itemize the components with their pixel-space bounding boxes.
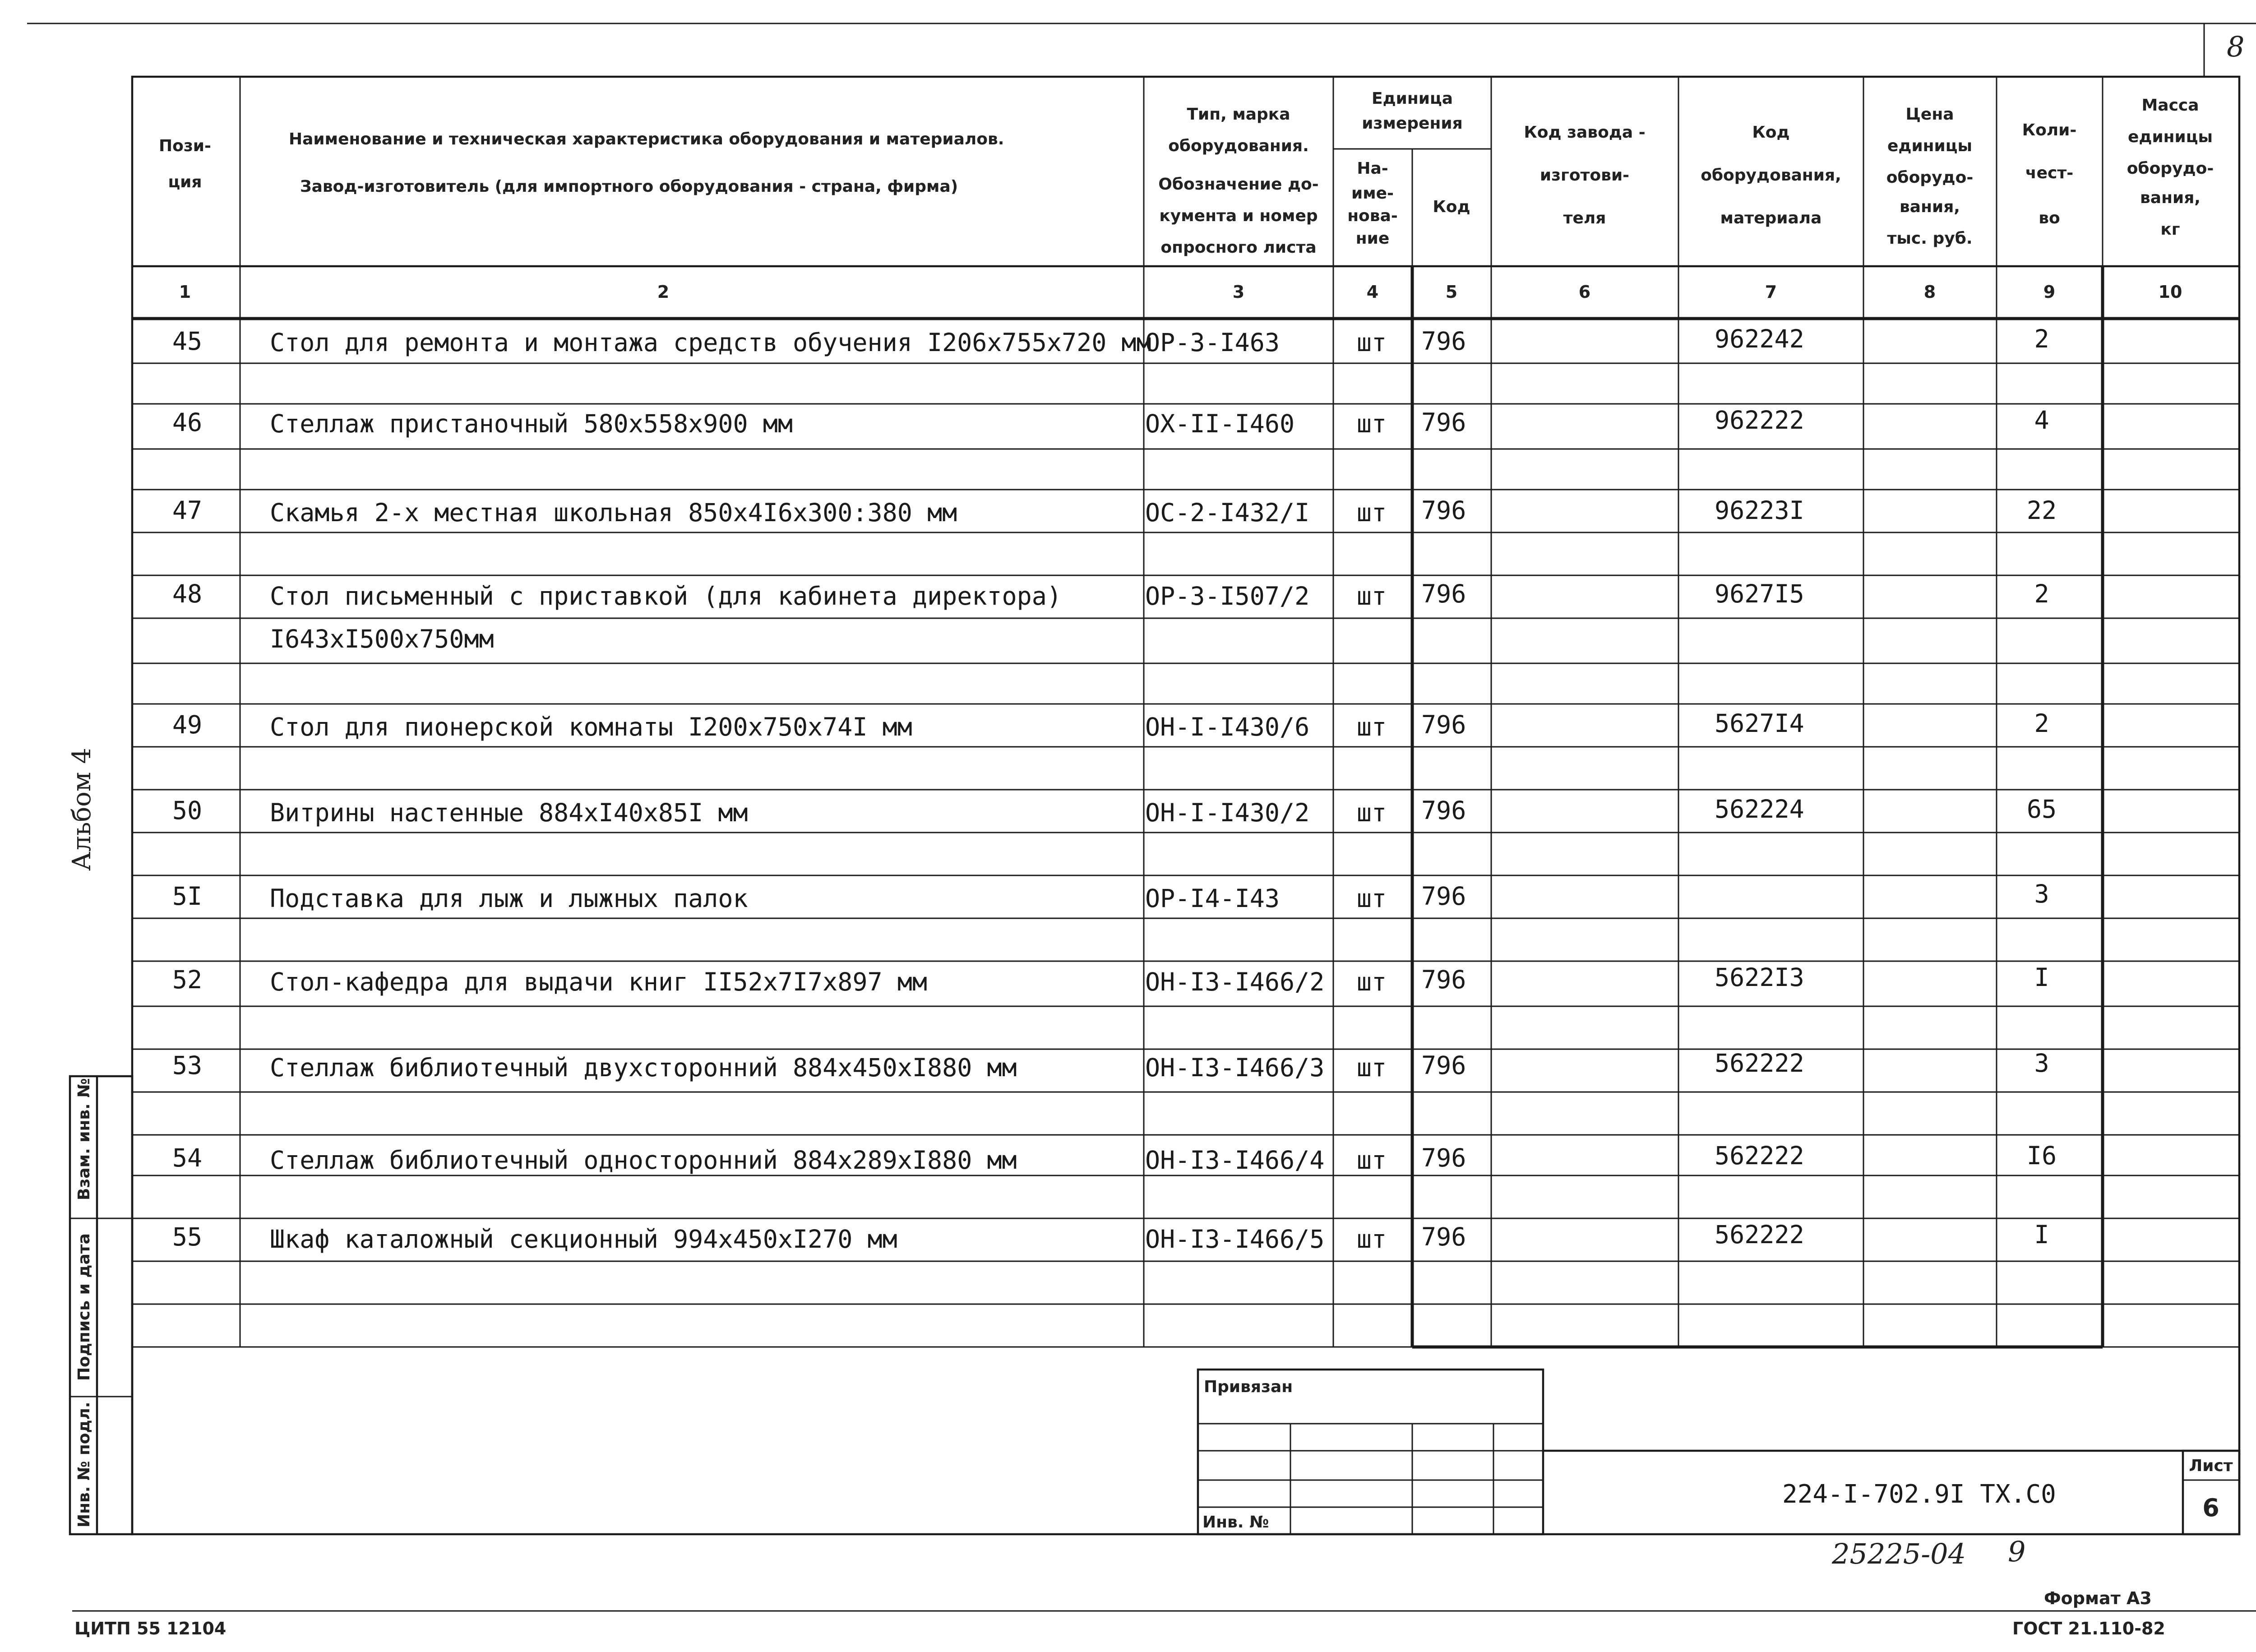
row-50 xyxy=(172,795,2057,827)
colnum-2: 2 xyxy=(657,282,670,302)
handwritten-number: 25225-04 xyxy=(1832,1537,1966,1570)
row-position: 45 xyxy=(172,327,203,356)
row-type: ОР-I4-I43 xyxy=(1145,884,1280,913)
hdr-col3-line1: Тип, марка xyxy=(1187,105,1290,124)
row-position: 50 xyxy=(172,796,203,825)
colnum-4: 4 xyxy=(1366,282,1379,302)
hdr-col2-line2: Завод-изготовитель (для импортного оборудования - страна, фирма) xyxy=(300,177,958,196)
hdr-col8-line5: тыс. руб. xyxy=(1887,229,1973,248)
stamp-sheet-label: Лист xyxy=(2189,1457,2233,1475)
side-label-podpis: Подпись и дата xyxy=(75,1233,93,1381)
column-number-row xyxy=(179,282,2182,302)
colnum-8: 8 xyxy=(1923,282,1936,302)
row-name: Шкаф каталожный секционный 994x450xI270 мм xyxy=(270,1225,897,1254)
stamp-inv-no: Инв. № xyxy=(1202,1513,1269,1532)
corner-sheet-number: 8 xyxy=(2227,30,2245,63)
colnum-1: 1 xyxy=(179,282,191,302)
row-unit: шт xyxy=(1356,409,1387,438)
row-position: 46 xyxy=(172,408,203,437)
row-type: ОХ-II-I460 xyxy=(1145,409,1295,438)
row-equip-code: 9627I5 xyxy=(1715,579,1804,608)
row-name: Подставка для лыж и лыжных палок xyxy=(270,884,748,913)
hdr-col8-line4: вания, xyxy=(1900,198,1960,216)
hdr-col7-line2: оборудования, xyxy=(1701,166,1841,185)
row-name: Стол для пионерской комнаты I200x750x74I мм xyxy=(270,713,912,741)
hdr-col5: Код xyxy=(1433,198,1470,216)
colnum-9: 9 xyxy=(2043,282,2056,302)
row-position: 47 xyxy=(172,496,203,525)
row-unit: шт xyxy=(1356,1146,1387,1175)
row-code: 796 xyxy=(1421,327,1466,356)
row-51 xyxy=(172,879,2049,913)
side-label-inv-podl: Инв. № подл. xyxy=(75,1402,93,1527)
row-qty: 22 xyxy=(2026,496,2057,525)
footer-gost: ГОСТ 21.110-82 xyxy=(2012,1619,2165,1638)
row-unit: шт xyxy=(1356,884,1387,913)
row-code: 796 xyxy=(1421,710,1466,739)
row-unit: шт xyxy=(1356,1053,1387,1082)
colnum-7: 7 xyxy=(1765,282,1777,302)
hdr-col9-line3: во xyxy=(2039,209,2060,227)
row-code: 796 xyxy=(1421,1051,1466,1080)
row-code: 796 xyxy=(1421,882,1466,911)
row-equip-code: 562224 xyxy=(1715,795,1804,824)
row-position: 52 xyxy=(172,965,203,994)
hdr-unit-line2: измерения xyxy=(1362,114,1463,133)
row-equip-code: 562222 xyxy=(1715,1141,1804,1170)
row-type: ОН-I3-I466/5 xyxy=(1145,1225,1325,1254)
row-name: Стеллаж библиотечный односторонний 884x289xI880 мм xyxy=(270,1146,1017,1175)
row-name: Стол-кафедра для выдачи книг II52x7I7x897 мм xyxy=(270,967,927,996)
hdr-unit-line1: Единица xyxy=(1372,89,1453,108)
hdr-col10-line5: кг xyxy=(2160,220,2180,239)
hdr-col7-line1: Код xyxy=(1752,123,1790,142)
row-type: ОН-I3-I466/2 xyxy=(1145,967,1325,996)
row-equip-code: 962222 xyxy=(1715,406,1804,435)
hdr-col6-line1: Код завода - xyxy=(1524,123,1646,142)
hdr-col6-line2: изготови- xyxy=(1539,166,1630,185)
row-type: ОС-2-I432/I xyxy=(1145,498,1310,527)
footer-left: ЦИТП 55 12104 xyxy=(74,1619,227,1638)
hdr-col8-line2: единицы xyxy=(1887,137,1973,155)
row-equip-code: 562222 xyxy=(1715,1220,1804,1249)
row-unit: шт xyxy=(1356,582,1387,611)
hdr-col6-line3: теля xyxy=(1563,209,1606,227)
row-unit: шт xyxy=(1356,1225,1387,1254)
footer-format: Формат А3 xyxy=(2044,1588,2152,1608)
row-code: 796 xyxy=(1421,408,1466,437)
row-52 xyxy=(172,963,2049,996)
row-45 xyxy=(172,324,2049,357)
hdr-col4-line4: ние xyxy=(1355,229,1390,248)
row-49 xyxy=(172,709,2049,741)
row-name: Скамья 2-х местная школьная 850x4I6x300:380 мм xyxy=(270,498,957,527)
colnum-10: 10 xyxy=(2158,282,2182,302)
hdr-col1-line1: Пози- xyxy=(159,137,211,155)
hdr-col4-line3: нова- xyxy=(1347,207,1398,225)
stamp-sheet-number: 6 xyxy=(2202,1494,2219,1522)
colnum-6: 6 xyxy=(1578,282,1591,302)
hdr-col2-line1: Наименование и техническая характеристика оборудования и материалов. xyxy=(289,130,1004,148)
row-48 xyxy=(172,579,2049,653)
row-code: 796 xyxy=(1421,796,1466,825)
row-qty: 2 xyxy=(2034,709,2049,738)
row-unit: шт xyxy=(1356,498,1387,527)
row-position: 53 xyxy=(172,1051,203,1080)
row-equip-code: 962242 xyxy=(1715,324,1804,353)
hdr-col9-line1: Коли- xyxy=(2022,121,2077,139)
row-name: Витрины настенные 884xI40x85I мм xyxy=(270,798,748,827)
hdr-col4-line2: име- xyxy=(1351,184,1394,203)
row-qty: 4 xyxy=(2034,406,2049,435)
row-qty: I xyxy=(2034,963,2049,992)
row-qty: 2 xyxy=(2034,579,2049,608)
row-type: ОР-3-I507/2 xyxy=(1145,582,1310,611)
row-type: ОН-I-I430/2 xyxy=(1145,798,1310,827)
row-type: ОН-I-I430/6 xyxy=(1145,713,1310,741)
colnum-5: 5 xyxy=(1445,282,1458,302)
hdr-col3-line2: оборудования. xyxy=(1168,137,1309,155)
row-type: ОН-I3-I466/3 xyxy=(1145,1053,1325,1082)
row-name: Стеллаж пристаночный 580x558x900 мм xyxy=(270,409,793,438)
row-position: 55 xyxy=(172,1222,203,1251)
row-code: 796 xyxy=(1421,496,1466,525)
row-type: ОН-I3-I466/4 xyxy=(1145,1146,1325,1175)
stamp-doc-code: 224-I-702.9I ТХ.С0 xyxy=(1782,1480,2056,1509)
row-qty: I6 xyxy=(2026,1141,2057,1170)
hdr-col3-line5: опросного листа xyxy=(1160,238,1317,257)
row-name: Стол письменный с приставкой (для кабинета директора) xyxy=(270,582,1062,611)
colnum-3: 3 xyxy=(1232,282,1245,302)
row-unit: шт xyxy=(1356,798,1387,827)
stamp-privyazan: Привязан xyxy=(1204,1378,1293,1396)
row-code: 796 xyxy=(1421,1143,1466,1172)
hdr-col10-line1: Масса xyxy=(2141,96,2199,115)
row-name: Стол для ремонта и монтажа средств обучения I206x755x720 мм xyxy=(270,328,1151,357)
row-type: ОР-3-I463 xyxy=(1145,328,1280,357)
row-equip-code: 5622I3 xyxy=(1715,963,1804,992)
row-qty: 3 xyxy=(2034,1049,2049,1078)
hdr-col7-line3: материала xyxy=(1720,209,1822,227)
title-block xyxy=(1198,1370,2239,1534)
row-position: 5I xyxy=(172,882,203,911)
row-53 xyxy=(172,1049,2049,1082)
row-qty: 65 xyxy=(2026,795,2057,824)
row-equip-code: 562222 xyxy=(1715,1049,1804,1078)
hdr-col10-line3: оборудо- xyxy=(2127,159,2214,178)
row-code: 796 xyxy=(1421,965,1466,994)
row-equip-code: 96223I xyxy=(1715,496,1804,525)
hdr-col3-line4: кумента и номер xyxy=(1159,207,1318,225)
hdr-col3-line3: Обозначение до- xyxy=(1158,175,1319,194)
side-stamp xyxy=(70,1076,132,1534)
row-name: Стеллаж библиотечный двухсторонний 884x450xI880 мм xyxy=(270,1053,1017,1082)
row-46 xyxy=(172,406,2049,438)
row-name-cont: I643xI500x750мм xyxy=(270,625,494,653)
row-unit: шт xyxy=(1356,328,1387,357)
hdr-col9-line2: чест- xyxy=(2025,164,2074,182)
row-position: 54 xyxy=(172,1143,203,1172)
hdr-col8-line1: Цена xyxy=(1905,105,1954,124)
row-position: 49 xyxy=(172,710,203,739)
hdr-col8-line3: оборудо- xyxy=(1886,168,1974,187)
row-qty: 2 xyxy=(2034,324,2049,353)
hdr-col10-line2: единицы xyxy=(2127,128,2213,146)
row-unit: шт xyxy=(1356,967,1387,996)
hdr-col1-line2: ция xyxy=(168,173,202,191)
hdr-col4-line1: На- xyxy=(1357,159,1388,178)
row-equip-code: 5627I4 xyxy=(1715,709,1804,738)
row-qty: I xyxy=(2034,1220,2049,1249)
hdr-col10-line4: вания, xyxy=(2140,189,2201,207)
row-qty: 3 xyxy=(2034,879,2049,908)
row-54 xyxy=(172,1141,2057,1175)
album-label: Альбом 4 xyxy=(67,748,97,871)
row-47 xyxy=(172,496,2057,527)
handwritten-page: 9 xyxy=(2008,1535,2026,1568)
side-label-vzam: Взам. инв. № xyxy=(75,1078,93,1200)
row-code: 796 xyxy=(1421,579,1466,608)
row-unit: шт xyxy=(1356,713,1387,741)
row-code: 796 xyxy=(1421,1222,1466,1251)
row-position: 48 xyxy=(172,579,203,608)
row-55 xyxy=(172,1220,2049,1254)
